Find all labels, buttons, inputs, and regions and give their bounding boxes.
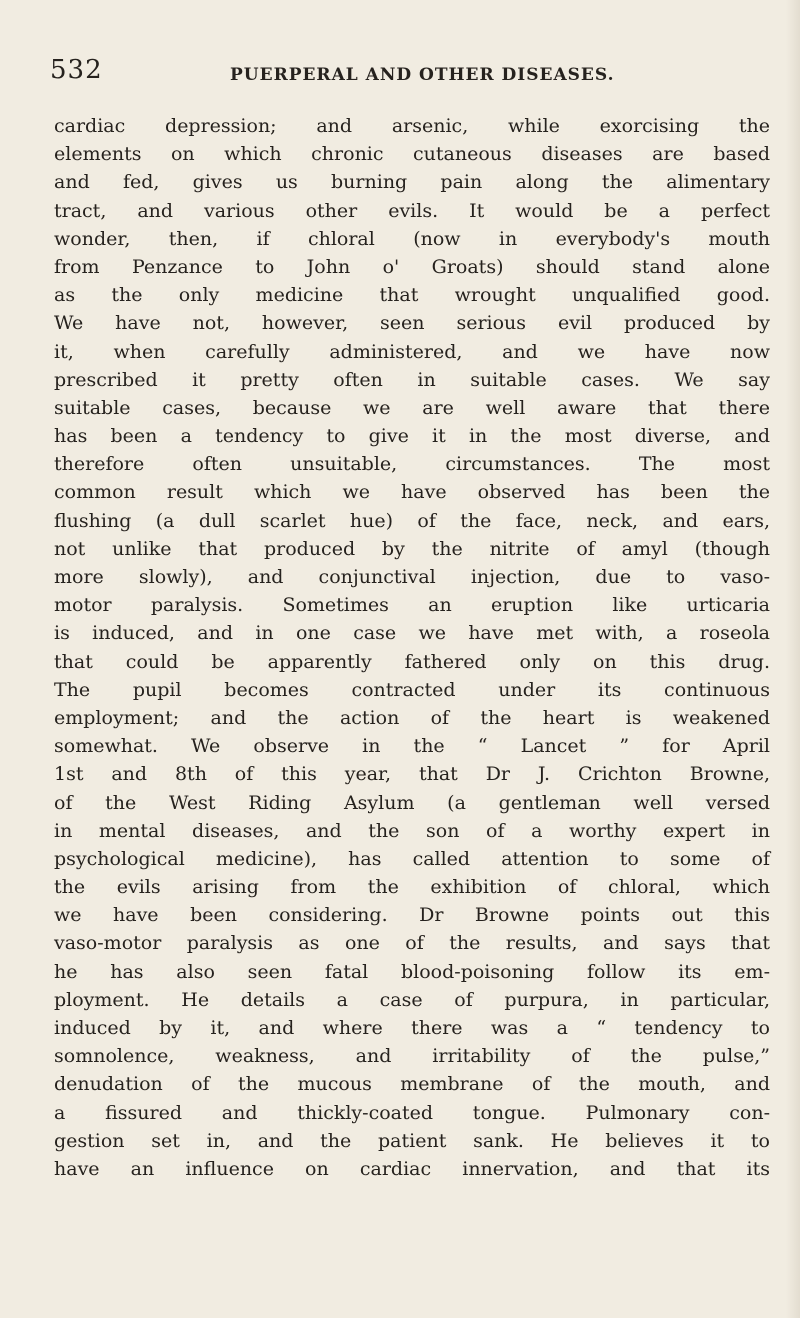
text-line: employment; and the action of the heart is weakened [54, 706, 770, 729]
text-line: prescribed it pretty often in suitable cases. We say [54, 368, 770, 391]
text-line: therefore often unsuitable, circumstances. The most [54, 453, 770, 476]
text-line: tract, and various other evils. It would be a perfect [54, 199, 770, 222]
text-line: The pupil becomes contracted under its continuous [54, 678, 770, 701]
text-line: cardiac depression; and arsenic, while exorcising the [54, 115, 770, 137]
text-line: elements on which chronic cutaneous diseases are based [54, 143, 770, 166]
running-title: PUERPERAL AND OTHER DISEASES. [230, 65, 615, 85]
text-line: he has also seen fatal blood-poisoning follow its em- [54, 960, 770, 983]
text-line: vaso-motor paralysis as one of the results, and says that [54, 932, 770, 955]
text-line: somnolence, weakness, and irritability of the pulse,” [54, 1045, 770, 1068]
page-edge-shadow [786, 0, 800, 1318]
text-line: from Penzance to John o' Groats) should stand alone [54, 255, 770, 278]
text-line: and fed, gives us burning pain along the alimentary [54, 171, 770, 194]
page-number: 532 [50, 55, 103, 85]
text-line: motor paralysis. Sometimes an eruption like urticaria [54, 594, 770, 617]
text-line: that could be apparently fathered only on this drug. [54, 650, 770, 673]
text-line: denudation of the mucous membrane of the mouth, and [54, 1073, 770, 1096]
text-line: 1st and 8th of this year, that Dr J. Crichton Browne, [54, 763, 770, 786]
text-line: suitable cases, because we are well aware that there [54, 396, 770, 419]
text-line: we have been considering. Dr Browne points out this [54, 904, 770, 927]
text-line: somewhat. We observe in the “ Lancet ” for April [54, 735, 770, 758]
text-line: of the West Riding Asylum (a gentleman well versed [54, 791, 770, 814]
text-line: as the only medicine that wrought unqualified good. [54, 284, 770, 307]
text-line: wonder, then, if chloral (now in everybody's mouth [54, 227, 770, 250]
text-line: the evils arising from the exhibition of chloral, which [54, 876, 770, 899]
text-line: psychological medicine), has called attention to some of [54, 847, 770, 870]
text-line: is induced, and in one case we have met with, a roseola [54, 622, 770, 645]
text-line: flushing (a dull scarlet hue) of the face, neck, and ears, [54, 509, 770, 532]
text-line: have an influence on cardiac innervation, and that its [54, 1157, 770, 1180]
running-head [50, 55, 770, 91]
text-line: a fissured and thickly-coated tongue. Pulmonary con- [54, 1101, 770, 1124]
text-line: it, when carefully administered, and we have now [54, 340, 770, 363]
text-line: gestion set in, and the patient sank. He believes it to [54, 1129, 770, 1152]
text-line: has been a tendency to give it in the most diverse, and [54, 425, 770, 448]
text-line: not unlike that produced by the nitrite of amyl (though [54, 537, 770, 560]
text-line: more slowly), and conjunctival injection, due to vaso- [54, 566, 770, 588]
text-line: induced by it, and where there was a “ tendency to [54, 1017, 770, 1039]
text-line: common result which we have observed has been the [54, 481, 770, 504]
body-text [0, 112, 800, 1183]
text-line: We have not, however, seen serious evil produced by [54, 312, 770, 335]
text-line: in mental diseases, and the son of a worthy expert in [54, 819, 770, 842]
text-line: ployment. He details a case of purpura, in particular, [54, 988, 770, 1011]
